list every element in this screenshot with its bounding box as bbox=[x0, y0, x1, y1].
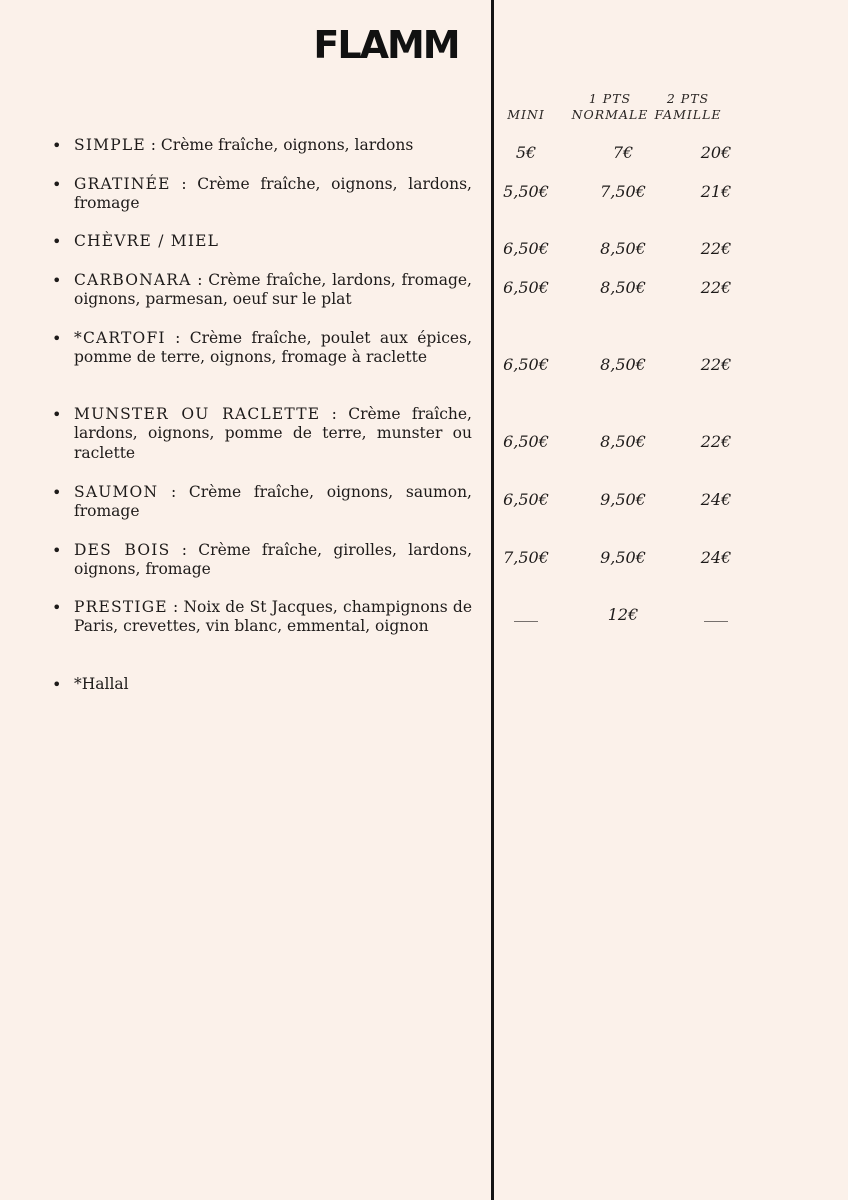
menu-item-name: SAUMON bbox=[74, 483, 159, 501]
menu-item-ingredients: : Crème fraîche, lardons, oignons, pomme de terre, munster ou raclette bbox=[74, 405, 472, 462]
column-header-mini-label: MINI bbox=[507, 107, 545, 122]
menu-item-ingredients: : Crème fraîche, lardons, fromage, oignons, parmesan, oeuf sur le plat bbox=[74, 271, 472, 309]
bullet-icon: • bbox=[52, 175, 62, 194]
bullet-icon: • bbox=[52, 598, 62, 617]
price-famille: 22€ bbox=[700, 278, 732, 297]
price-normale: 9,50€ bbox=[600, 548, 646, 567]
menu-item-description bbox=[74, 405, 472, 463]
price-famille: ___ bbox=[704, 603, 728, 622]
price-famille: 24€ bbox=[700, 548, 732, 567]
price-normale: 8,50€ bbox=[600, 355, 646, 374]
menu-item-ingredients: : Crème fraîche, girolles, lardons, oignons, fromage bbox=[74, 541, 473, 579]
price-mini: 6,50€ bbox=[503, 490, 549, 509]
menu-item-description bbox=[74, 541, 472, 580]
price-famille: 21€ bbox=[700, 182, 732, 201]
column-header-famille-label: FAMILLE bbox=[654, 107, 722, 122]
bullet-icon: • bbox=[52, 136, 62, 155]
column-header-normale-points: 1 PTS bbox=[588, 91, 632, 106]
price-normale: 8,50€ bbox=[600, 278, 646, 297]
price-mini: 7,50€ bbox=[503, 548, 549, 567]
menu-item-ingredients: : Crème fraîche, oignons, lardons, fromage bbox=[74, 175, 472, 213]
menu-item-name: CHÈVRE / MIEL bbox=[74, 232, 220, 250]
column-header-famille-points: 2 PTS bbox=[666, 91, 710, 106]
bullet-icon: • bbox=[52, 483, 62, 502]
menu-item-description bbox=[74, 598, 472, 637]
menu-note-text: *Hallal bbox=[74, 675, 129, 693]
menu-item-name: DES BOIS bbox=[74, 541, 171, 559]
bullet-icon: • bbox=[52, 271, 62, 290]
price-mini: 6,50€ bbox=[503, 239, 549, 258]
menu-item-ingredients: : Crème fraîche, oignons, lardons bbox=[145, 136, 414, 154]
menu-item-ingredients: : Crème fraîche, poulet aux épices, pomme de terre, oignons, fromage à raclette bbox=[74, 329, 472, 367]
price-normale: 9,50€ bbox=[600, 490, 646, 509]
price-famille: 22€ bbox=[700, 239, 732, 258]
price-famille: 22€ bbox=[700, 355, 732, 374]
bullet-icon: • bbox=[52, 541, 62, 560]
menu-item-ingredients: : Noix de St Jacques, champignons de Paris, crevettes, vin blanc, emmental, oignon bbox=[74, 598, 472, 636]
bullet-icon: • bbox=[52, 675, 62, 694]
price-normale: 12€ bbox=[607, 605, 639, 624]
menu-item-description bbox=[74, 271, 472, 310]
menu-item-description bbox=[74, 232, 472, 251]
price-normale: 8,50€ bbox=[600, 432, 646, 451]
menu-item-name: *CARTOFI bbox=[74, 329, 166, 347]
price-mini: 6,50€ bbox=[503, 278, 549, 297]
bullet-icon: • bbox=[52, 232, 62, 251]
menu-item-name: MUNSTER OU RACLETTE bbox=[74, 405, 321, 423]
menu-item-name: GRATINÉE bbox=[74, 175, 171, 193]
menu-item-name: CARBONARA bbox=[74, 271, 192, 289]
menu-item-description bbox=[74, 136, 472, 155]
price-normale: 8,50€ bbox=[600, 239, 646, 258]
column-header-normale bbox=[568, 91, 652, 123]
column-header-mini bbox=[486, 107, 566, 123]
price-famille: 24€ bbox=[700, 490, 732, 509]
column-header-normale-label: NORMALE bbox=[571, 107, 649, 122]
menu-item-description bbox=[74, 175, 472, 214]
price-mini: 6,50€ bbox=[503, 432, 549, 451]
price-famille: 20€ bbox=[700, 143, 732, 162]
column-divider bbox=[491, 0, 494, 1200]
page-title: FLAMM bbox=[313, 23, 459, 67]
price-mini: 6,50€ bbox=[503, 355, 549, 374]
menu-item-name: PRESTIGE bbox=[74, 598, 168, 616]
menu-item-name: SIMPLE bbox=[74, 136, 146, 154]
column-header-famille bbox=[652, 91, 724, 123]
bullet-icon: • bbox=[52, 405, 62, 424]
price-mini: ___ bbox=[514, 603, 538, 622]
price-normale: 7€ bbox=[612, 143, 634, 162]
price-mini: 5€ bbox=[515, 143, 537, 162]
price-normale: 7,50€ bbox=[600, 182, 646, 201]
menu-item-description bbox=[74, 483, 472, 522]
price-mini: 5,50€ bbox=[503, 182, 549, 201]
menu-item-description bbox=[74, 329, 472, 368]
price-famille: 22€ bbox=[700, 432, 732, 451]
menu-item-ingredients: : Crème fraîche, oignons, saumon, fromage bbox=[74, 483, 472, 521]
bullet-icon: • bbox=[52, 329, 62, 348]
